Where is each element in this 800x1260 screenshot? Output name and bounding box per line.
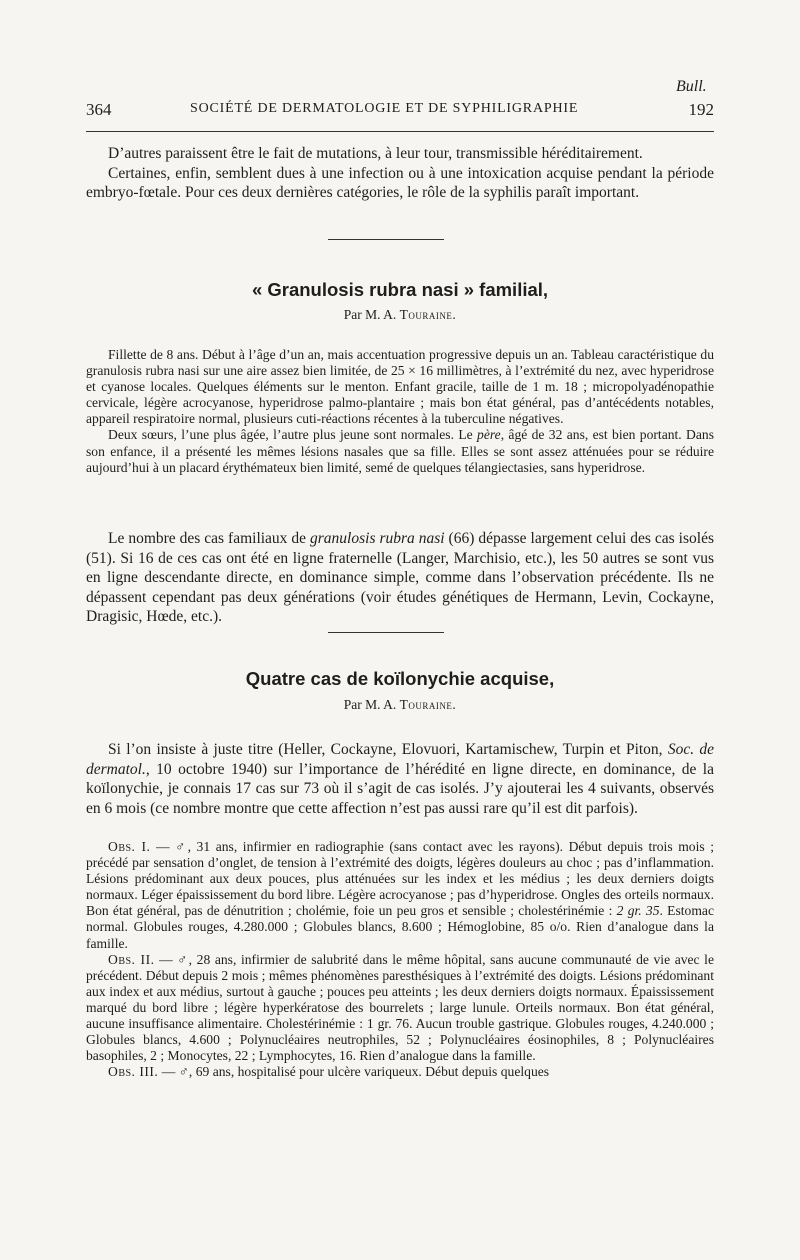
observation-2: Obs. II. — ♂, 28 ans, infirmier de salubrité dans le même hôpital, sans aucune communauté de vie avec le précédent. Début depuis 2 mois ; mêmes phénomènes paresthésiques à l’extrémité des doigts. Lésions prédominant aux index et aux médius, surtout à gauche ; pouces peu atteints ; les deux derniers doigts normaux. Épaississement marqué du bord libre ; légère hyperkératose des bourrelets ; large lunule. Orteils normaux. Bon état général, aucune insuffisance alimentaire. Cholestérinémie : 1 gr. 76. Aucun trouble gastrique. Globules rouges, 4.240.000 ; Globules blancs, 4.600 ; Polynucléaires neutrophiles, 52 ; Polynucléaires éosinophiles, 8 ; Polynucléaires basophiles, 2 ; Monocytes, 22 ; Lymphocytes, 16. Rien d’analogue dans la famille.: [86, 951, 714, 1064]
byline-author: Touraine.: [399, 307, 457, 322]
reference-number: 192: [688, 100, 714, 119]
header-rule: [86, 131, 714, 132]
intro-paragraph-1: D’autres paraissent être le fait de mutations, à leur tour, transmissible héréditairement.: [108, 145, 643, 162]
article-2-title: Quatre cas de koïlonychie acquise,: [245, 668, 555, 689]
section-separator: [328, 632, 444, 633]
article-1-case: [86, 347, 714, 476]
byline-par: Par M. A.: [343, 307, 397, 322]
article-2-byline: [86, 697, 714, 713]
byline-par: Par M. A.: [343, 697, 397, 712]
discussion-paragraph: Le nombre des cas familiaux de granulosis rubra nasi (66) dépasse largement celui des cas isolés (51). Si 16 de ces cas ont été en ligne fraternelle (Langer, Marchisio, etc.), les 50 autres se sont vus en ligne descendante directe, en dominance simple, comme dans l’observation précédente. Ils ne dépassent cependant pas deux générations (voir études génétiques de Hermann, Levin, Cockayne, Dragisic, Hœde, etc.).: [86, 530, 714, 625]
running-title: SOCIÉTÉ DE DERMATOLOGIE ET DE SYPHILIGRAPHIE: [190, 101, 579, 116]
running-header: [86, 98, 714, 126]
article-1-discussion: [86, 529, 714, 627]
koilonychia-intro-paragraph: Si l’on insiste à juste titre (Heller, Cockayne, Elovuori, Kartamischew, Turpin et Piton, Soc. de dermatol., 10 octobre 1940) sur l’importance de l’hérédité en ligne directe, en dominance, de la koïlonychie, je connais 17 cas sur 73 où il s’agit de cas isolés. J’y ajouterai les 4 suivants, observés en 6 mois (ce nombre montre que cette affection n’est pas aussi rare qu’il est dit parfois).: [86, 741, 715, 817]
observation-3: Obs. III. — ♂, 69 ans, hospitalisé pour ulcère variqueux. Début depuis quelques: [108, 1064, 550, 1080]
byline-author: Touraine.: [399, 697, 457, 712]
observation-1: Obs. I. — ♂, 31 ans, infirmier en radiographie (sans contact avec les rayons). Début depuis trois mois ; précédé par sensation d’onglet, de tension à l’extrémité des doigts, légères douleurs au choc ; pas d’inflammation. Lésions prédominant aux deux pouces, plus atténuées sur les index et les médius ; les deux derniers doigts normaux. Léger épaississement du bord libre. Légère acrocyanose ; pas d’hyperidrose. Ongles des orteils normaux. Bon état général, pas de dénutrition ; cholémie, foie un peu gros et sensible ; cholestérinémie : 2 gr. 35. Estomac normal. Globules rouges, 4.280.000 ; Globules blancs, 8.600 ; Hémoglobine, 85 o/o. Rien d’analogue dans la famille.: [86, 839, 714, 951]
page-number: 364: [86, 100, 112, 119]
section-separator: [328, 239, 444, 240]
intro-section: [86, 144, 714, 203]
article-2-intro: [86, 740, 714, 818]
article-1-byline: [86, 307, 714, 323]
case-paragraph-1: Fillette de 8 ans. Début à l’âge d’un an, mais accentuation progressive depuis un an. Tableau caractéristique du granulosis rubra nasi sur une aire assez bien limitée, de 25 × 16 millimètres, à l’extrémité du nez, avec hyperidrose et cyanose locales. Quelques éléments sur le menton. Enfant gracile, taille de 1 m. 18 ; micropolyadénopathie cervicale, légère acrocyanose, hyperidrose palmo-plantaire ; mais bon état général, pas d’antécédents notables, appareil respiratoire normal, plusieurs cuti-réactions récentes à la tuberculine négatives.: [86, 347, 714, 427]
article-2-observations: [86, 839, 714, 1080]
article-1-title: « Granulosis rubra nasi » familial,: [251, 279, 549, 300]
case-paragraph-2: Deux sœurs, l’une plus âgée, l’autre plus jeune sont normales. Le père, âgé de 32 ans, est bien portant. Dans son enfance, il a présenté les mêmes lésions nasales que sa fille. Elles se sont assez atténuées pour se réduire aujourd’hui à un placard érythémateux bien limité, semé de quelques télangiectasies, sans hyperidrose.: [86, 427, 714, 475]
intro-paragraph-2: Certaines, enfin, semblent dues à une infection ou à une intoxication acquise pendant la période embryo-fœtale. Pour ces deux dernières catégories, le rôle de la syphilis paraît important.: [86, 164, 714, 201]
bulletin-marker: Bull.: [676, 78, 707, 95]
